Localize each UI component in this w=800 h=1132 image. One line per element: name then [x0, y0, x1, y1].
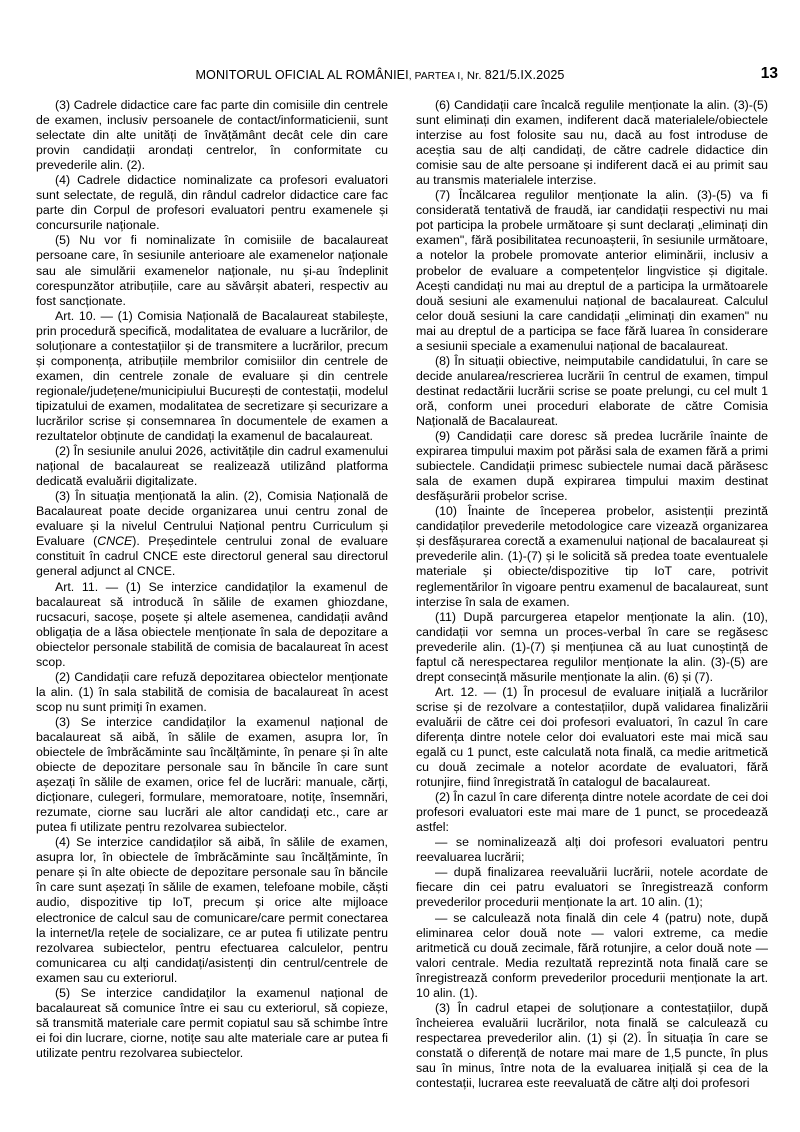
paragraph: (6) Candidații care încalcă regulile menționate la alin. (3)-(5) sunt eliminați din examen, indiferent dacă materialele/obiectele interzise au fost folosite sau nu, dacă au fost introduse de aceștia sau de alți candidați, de către cadrele didactice din comisie sau de alte persoane și indiferent dacă ei au primit sau au transmis materialele interzise.: [416, 98, 768, 188]
running-head: [0, 65, 800, 88]
gazette-title: MONITORUL OFICIAL AL ROMÂNIEI: [195, 68, 409, 82]
paragraph: (7) Încălcarea regulilor menționate la alin. (3)-(5) va fi considerată tentativă de fraudă, iar candidații respectivi nu mai pot participa la probele următoare și sunt declarați „eliminați din examen", fără posibilitatea recunoașterii, în sesiunile următoare, a notelor la probele promovate anterior eliminării, inclusiv a probelor de evaluare a competențelor lingvistice și digitale. Acești candidați nu mai au dreptul de a participa la următoarele două sesiuni ale examenului național de bacalaureat. Calculul celor două sesiuni la care candidații „eliminați din examen" nu mai au dreptul de a participa se face fără luarea în considerare a sesiunii speciale a examenului național de bacalaureat.: [416, 188, 768, 353]
paragraph: (5) Nu vor fi nominalizate în comisiile de bacalaureat persoane care, în sesiunile anterioare ale examenelor naționale sau ale simulării examenelor naționale, nu și-au îndeplinit corespunzător atribuțiile, care au săvârșit abateri, respectiv au fost sancționate.: [36, 233, 388, 308]
paragraph-art-10: Art. 10. — (1) Comisia Națională de Bacalaureat stabilește, prin procedură specifică, modalitatea de evaluare a lucrărilor, de soluționare a contestațiilor și de transmitere a lucrărilor, precum și componența, atribuțiile membrilor comisiilor din centrele de examen, din centrele zonale de evaluare și din centrele regionale/județene/municipiului București de contestații, modelul tipizatului de examen, modalitatea de secretizare și securizare a lucrărilor scrise și consemnarea în documentele de examen a rezultatelor obținute de candidați la examenul de bacalaureat.: [36, 308, 388, 444]
left-column: [36, 98, 388, 1091]
paragraph: (10) Înainte de începerea probelor, asistenții prezintă candidaților prevederile metodologice care vizează organizarea și desfășurarea corectă a examenului național de bacalaureat și prevederile alin. (1)-(7) și le solicită să predea toate eventualele materiale și obiecte/dispozitive tip IoT care, potrivit reglementărilor în vigoare pentru examenul de bacalaureat, sunt interzise în sala de examen.: [416, 504, 768, 609]
gazette-nr-label: , Nr.: [460, 70, 485, 82]
two-column-body: [36, 98, 768, 1091]
paragraph: (3) Cadrele didactice care fac parte din comisiile din centrele de examen, inclusiv persoanele de contact/informaticienii, sunt selectate din alte unități de învățământ decât cele din care provin candidații arondați centrelor, în conformitate cu prevederile alin. (2).: [36, 98, 388, 173]
paragraph: (4) Se interzice candidaților să aibă, în sălile de examen, asupra lor, în obiectele de îmbrăcăminte sau încălțăminte, în penare și în alte obiecte de depozitare personale sau în băncile în care sunt așezați în sălile de examen, telefoane mobile, căști audio, dispozitive tip IoT, precum și orice alte mijloace electronice de calcul sau de comunicare/care permit conectarea la internet/la rețele de socializare, ce ar putea fi utilizate pentru rezolvarea subiectelor, pentru efectuarea calculelor, pentru comunicarea cu alți candidați/asistenți din centrul/centrele de examen sau cu exteriorul.: [36, 835, 388, 985]
paragraph: (5) Se interzice candidaților la examenul național de bacalaureat să comunice între ei sau cu exteriorul, să copieze, să transmită materiale care permit copiatul sau să schimbe între ei foi din lucrare, ciorne, notițe sau alte materiale care ar putea fi utilizate pentru rezolvarea subiectelor.: [36, 985, 388, 1060]
paragraph: (8) În situații obiective, neimputabile candidatului, în care se decide anularea/rescrierea lucrării în centrul de examen, timpul destinat redactării lucrării scrise se poate prelungi, cu cel mult 1 oră, conform unei proceduri elaborate de către Comisia Națională de Bacalaureat.: [416, 353, 768, 428]
list-item: — se nominalizează alți doi profesori evaluatori pentru reevaluarea lucrării;: [416, 835, 768, 865]
paragraph: (2) În cazul în care diferența dintre notele acordate de cei doi profesori evaluatori este mai mare de 1 punct, se procedează astfel:: [416, 790, 768, 835]
paragraph: (11) După parcurgerea etapelor menționate la alin. (10), candidații vor semna un proces-verbal în care se regăsesc prevederile alin. (1)-(7) și mențiunea că au luat cunoștință de faptul că nerespectarea regulilor menționate la alin. (3)-(5) are drept consecință măsurile menționate la alin. (6) și (7).: [416, 609, 768, 684]
paragraph: (3) În cadrul etapei de soluționare a contestațiilor, după încheierea evaluării lucrărilor, nota finală se calculează cu respectarea prevederilor alin. (1) și (2). În situația în care se constată o diferență de notare mai mare de 1,5 puncte, în plus sau în minus, între nota de la evaluarea inițială și cea de la contestații, lucrarea este reevaluată de către alți doi profesori: [416, 1000, 768, 1091]
running-head-title: [0, 68, 760, 82]
paragraph: (2) Candidații care refuză depozitarea obiectelor menționate la alin. (1) în sala stabilită de comisia de bacalaureat în acest scop nu sunt primiți în examen.: [36, 669, 388, 714]
paragraph-art-12: Art. 12. — (1) În procesul de evaluare inițială a lucrărilor scrise și de rezolvare a contestațiilor, după validarea finalizării evaluării de către cei doi profesori evaluatori, în cazul în care diferența dintre notele celor doi evaluatori este mai mică sau egală cu 1 punct, este calculată nota finală, ca medie aritmetică cu două zecimale a notelor acordate de evaluatori, fără rotunjire, fiind înregistrată în catalogul de bacalaureat.: [416, 684, 768, 790]
paragraph: (2) În sesiunile anului 2026, activitățile din cadrul examenului național de bacalaureat se realizează utilizând platforma dedicată evaluării digitalizate.: [36, 444, 388, 489]
gazette-part: , PARTEA I: [408, 71, 461, 82]
list-item: — după finalizarea reevaluării lucrării, notele acordate de fiecare din cei patru evaluatori se înregistrează conform prevederilor procedurii menționate la art. 10 alin. (1);: [416, 865, 768, 910]
paragraph: (4) Cadrele didactice nominalizate ca profesori evaluatori sunt selectate, de regulă, din rândul cadrelor didactice care fac parte din Corpul de profesori evaluatori pentru examenele și concursurile naționale.: [36, 173, 388, 233]
paragraph: (3) Se interzice candidaților la examenul național de bacalaureat să aibă, în sălile de examen, asupra lor, în obiectele de îmbrăcăminte sau încălțăminte, în penare și în alte obiecte de depozitare personale sau în băncile în care sunt așezați în sălile de examen, orice fel de lucrări: manuale, cărți, dicționare, culegeri, formulare, memoratoare, notițe, însemnări, rezumate, ciorne sau lucrări ale altor candidați etc., care ar putea fi utilizate pentru rezolvarea subiectelor.: [36, 714, 388, 835]
paragraph: (9) Candidații care doresc să predea lucrările înainte de expirarea timpului maxim pot părăsi sala de examen fără a primi subiectele. Candidații primesc subiectele numai dacă părăsesc sala de examen după expirarea timpului maxim destinat desfășurării probelor scrise.: [416, 429, 768, 504]
right-column: [416, 98, 768, 1091]
paragraph: (3) În situația menționată la alin. (2), Comisia Națională de Bacalaureat poate decide organizarea unui centru zonal de evaluare și la nivelul Centrului Național pentru Curriculum și Evaluare (CNCE). Președintele centrului zonal de evaluare constituit în cadrul CNCE este directorul general sau directorul general adjunct al CNCE.: [36, 489, 388, 579]
paragraph-art-11: Art. 11. — (1) Se interzice candidaților la examenul de bacalaureat să introducă în sălile de examen ghiozdane, rucsacuri, sacoșe, poșete și altele asemenea, candidații având obligația de a lăsa obiectele menționate în sala de depozitare a obiectelor personale stabilită de comisia de bacalaureat în acest scop.: [36, 579, 388, 669]
page-number: 13: [760, 65, 778, 82]
list-item: — se calculează nota finală din cele 4 (patru) note, după eliminarea celor două note — valori extreme, ca medie aritmetică cu două zecimale, fără rotunjire, a celor două note — valori centrale. Media rezultată reprezintă nota finală care se înregistrează conform prevederilor procedurii menționate la art. 10 alin. (1).: [416, 910, 768, 1000]
gazette-issue-number: 821/5.IX.2025: [484, 68, 565, 82]
